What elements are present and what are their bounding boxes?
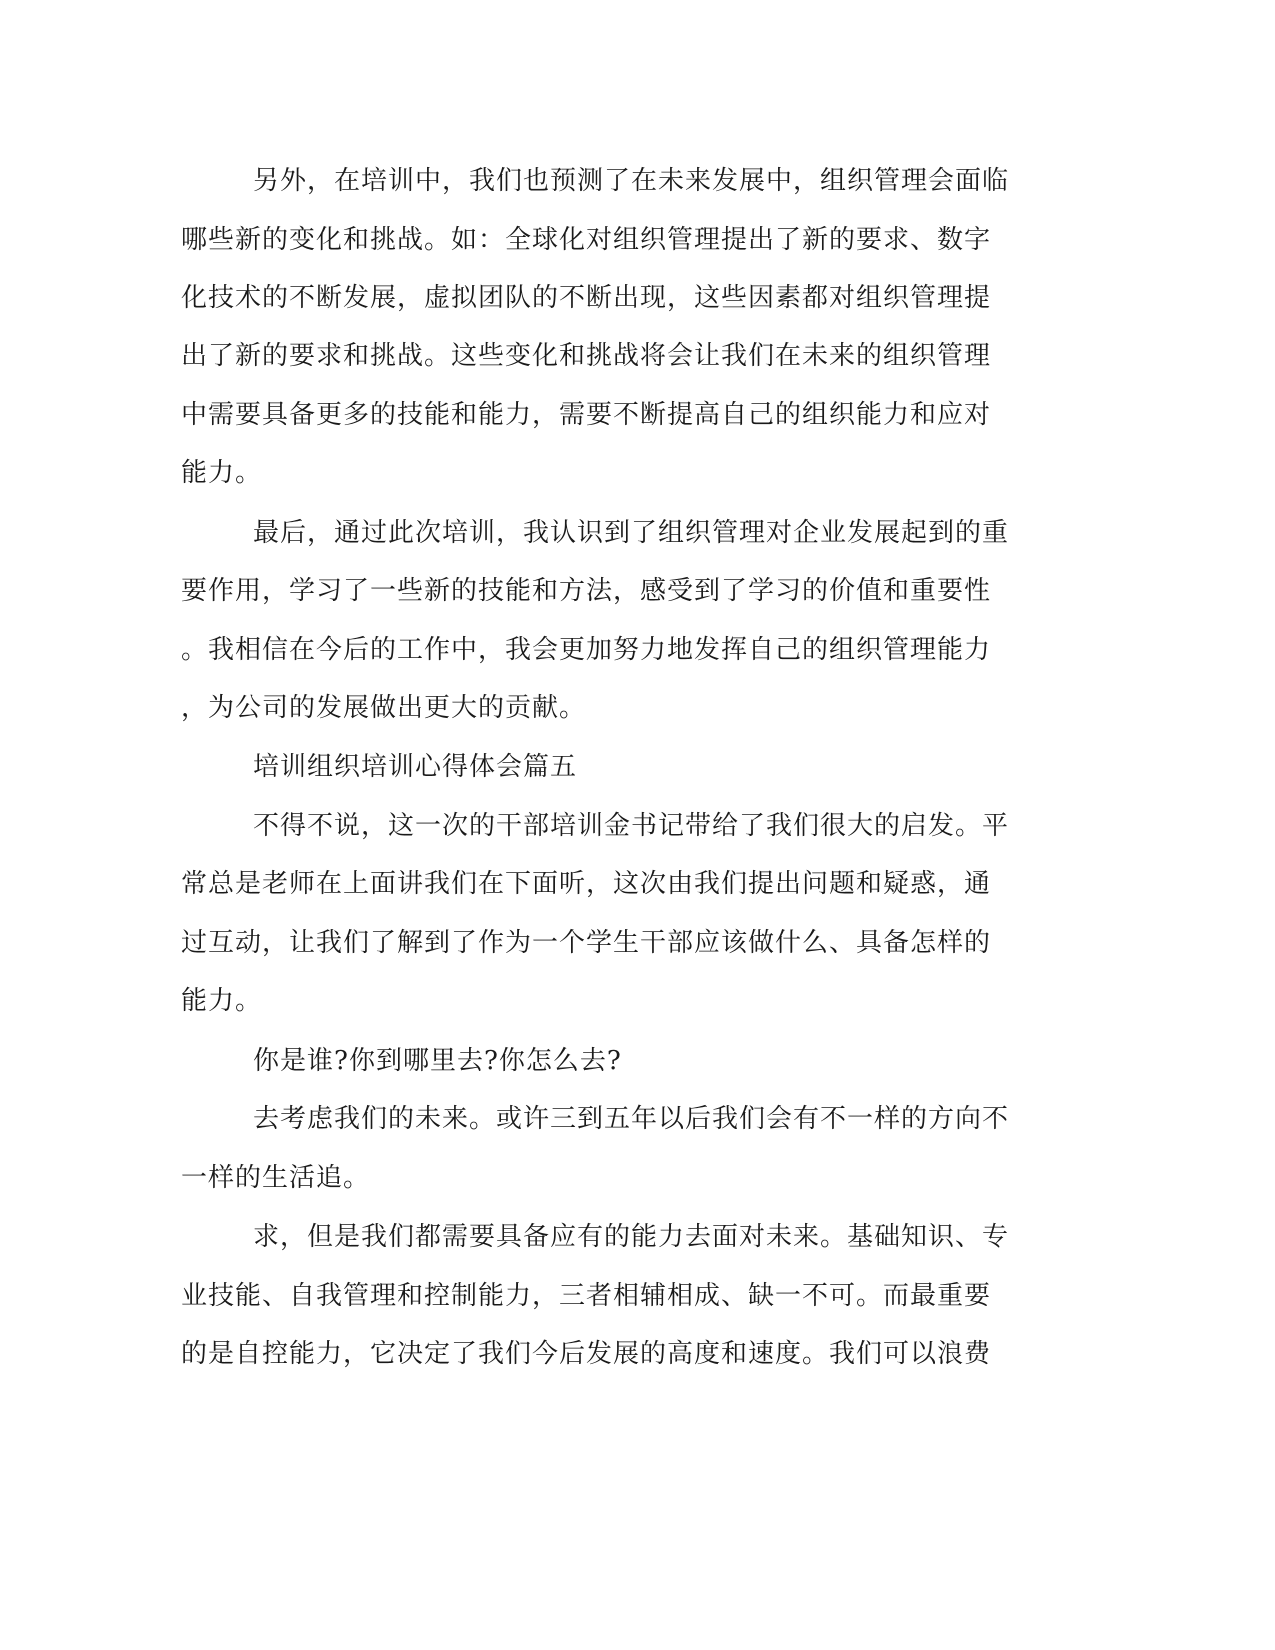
paragraph-line: 能力。 bbox=[181, 458, 263, 488]
paragraph-line: 过互动，让我们了解到了作为一个学生干部应该做什么、具备怎样的 bbox=[181, 928, 992, 958]
paragraph-line: 另外，在培训中，我们也预测了在未来发展中，组织管理会面临 bbox=[253, 166, 1010, 196]
paragraph-line: 你是谁?你到哪里去?你怎么去? bbox=[253, 1046, 622, 1076]
section-heading: 培训组织培训心得体会篇五 bbox=[253, 752, 578, 782]
paragraph-line: 常总是老师在上面讲我们在下面听，这次由我们提出问题和疑惑，通 bbox=[181, 869, 992, 899]
paragraph-line: 化技术的不断发展，虚拟团队的不断出现，这些因素都对组织管理提 bbox=[181, 283, 992, 313]
paragraph-line: 中需要具备更多的技能和能力，需要不断提高自己的组织能力和应对 bbox=[181, 400, 992, 430]
paragraph-line: 去考虑我们的未来。或许三到五年以后我们会有不一样的方向不 bbox=[253, 1104, 1010, 1134]
paragraph-line: 一样的生活追。 bbox=[181, 1163, 371, 1193]
paragraph-line: 的是自控能力，它决定了我们今后发展的高度和速度。我们可以浪费 bbox=[181, 1339, 992, 1369]
paragraph-line: 业技能、自我管理和控制能力，三者相辅相成、缺一不可。而最重要 bbox=[181, 1281, 992, 1311]
paragraph-line: 能力。 bbox=[181, 986, 263, 1016]
paragraph-line: 求，但是我们都需要具备应有的能力去面对未来。基础知识、专 bbox=[253, 1222, 1010, 1252]
paragraph-line: 要作用，学习了一些新的技能和方法，感受到了学习的价值和重要性 bbox=[181, 576, 992, 606]
paragraph-line: ，为公司的发展做出更大的贡献。 bbox=[181, 693, 587, 723]
paragraph-line: 最后，通过此次培训，我认识到了组织管理对企业发展起到的重 bbox=[253, 518, 1010, 548]
paragraph-line: 出了新的要求和挑战。这些变化和挑战将会让我们在未来的组织管理 bbox=[181, 341, 992, 371]
paragraph-line: 哪些新的变化和挑战。如：全球化对组织管理提出了新的要求、数字 bbox=[181, 225, 992, 255]
paragraph-line: 不得不说，这一次的干部培训金书记带给了我们很大的启发。平 bbox=[253, 811, 1010, 841]
paragraph-line: 。我相信在今后的工作中，我会更加努力地发挥自己的组织管理能力 bbox=[181, 635, 992, 665]
